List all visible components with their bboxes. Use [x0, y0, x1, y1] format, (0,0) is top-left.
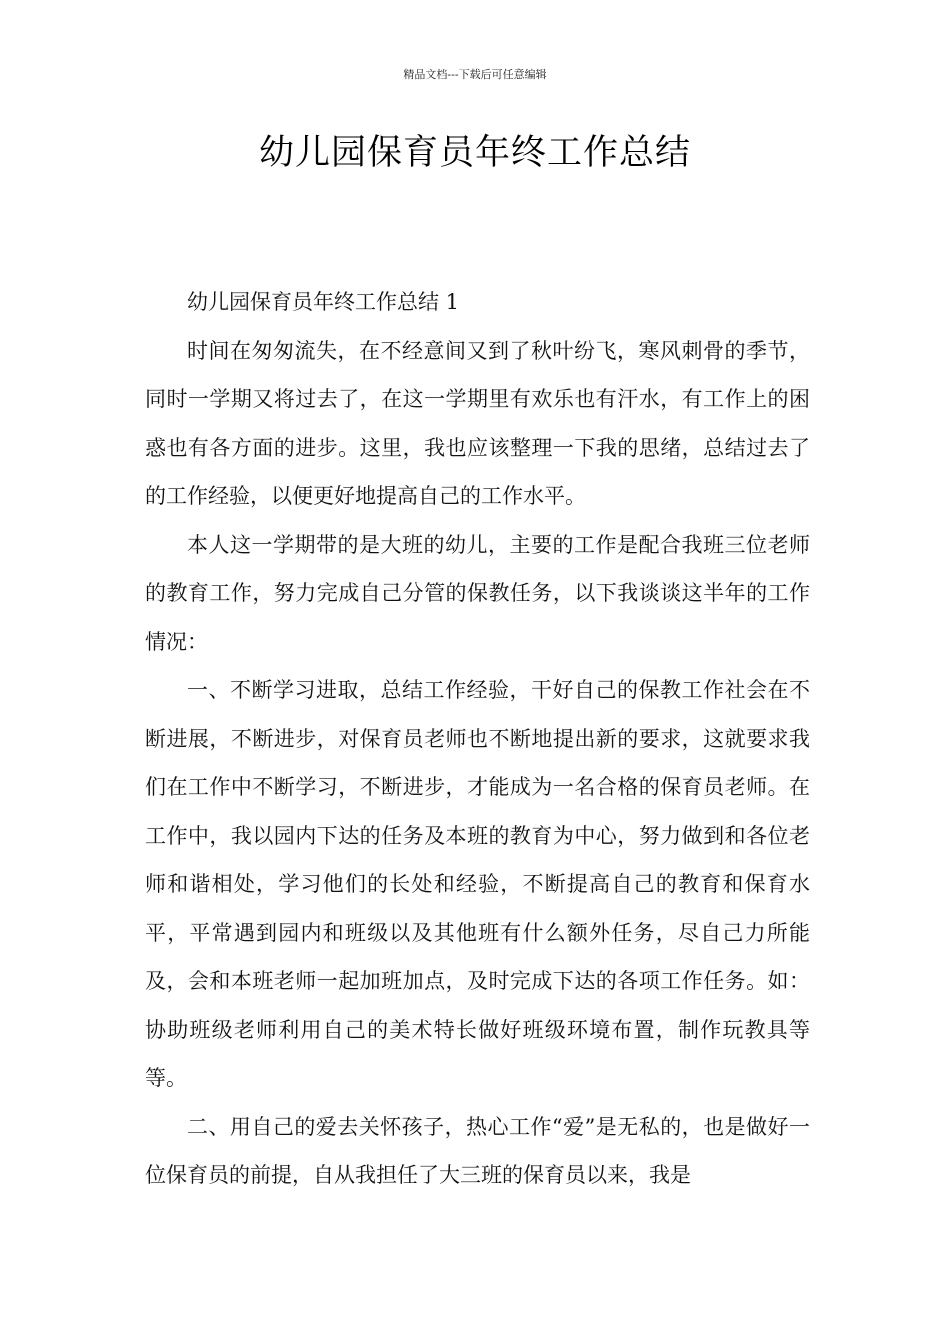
section-heading: 幼儿园保育员年终工作总结 1	[187, 290, 460, 314]
paragraph-1: 时间在匆匆流失，在不经意间又到了秋叶纷飞，寒风刺骨的季节，同时一学期又将过去了，在这一学期里有欢乐也有汗水，有工作上的困惑也有各方面的进步。这里，我也应该整理一下我的思绪，总结过去了的工作经验，以便更好地提高自己的工作水平。	[145, 338, 810, 508]
paragraph-4: 二、用自己的爱去关怀孩子，热心工作“爱”是无私的，也是做好一位保育员的前提，自从我担任了大三班的保育员以来，我是	[145, 1114, 810, 1187]
document-title: 幼儿园保育员年终工作总结	[258, 133, 691, 173]
document-body	[145, 278, 810, 1200]
paragraph-2: 本人这一学期带的是大班的幼儿，主要的工作是配合我班三位老师的教育工作，努力完成自己分管的保教任务，以下我谈谈这半年的工作情况：	[145, 532, 810, 654]
paragraph-3: 一、不断学习进取，总结工作经验，干好自己的保教工作社会在不断进展，不断进步，对保育员老师也不断地提出新的要求，这就要求我们在工作中不断学习，不断进步，才能成为一名合格的保育员老师。在工作中，我以园内下达的任务及本班的教育为中心，努力做到和各位老师和谐相处，学习他们的长处和经验，不断提高自己的教育和保育水平，平常遇到园内和班级以及其他班有什么额外任务，尽自己力所能及，会和本班老师一起加班加点，及时完成下达的各项工作任务。如：协助班级老师利用自己的美术特长做好班级环境布置，制作玩教具等等。	[145, 678, 810, 1090]
header-note: 精品文档---下载后可任意编辑	[403, 68, 547, 81]
